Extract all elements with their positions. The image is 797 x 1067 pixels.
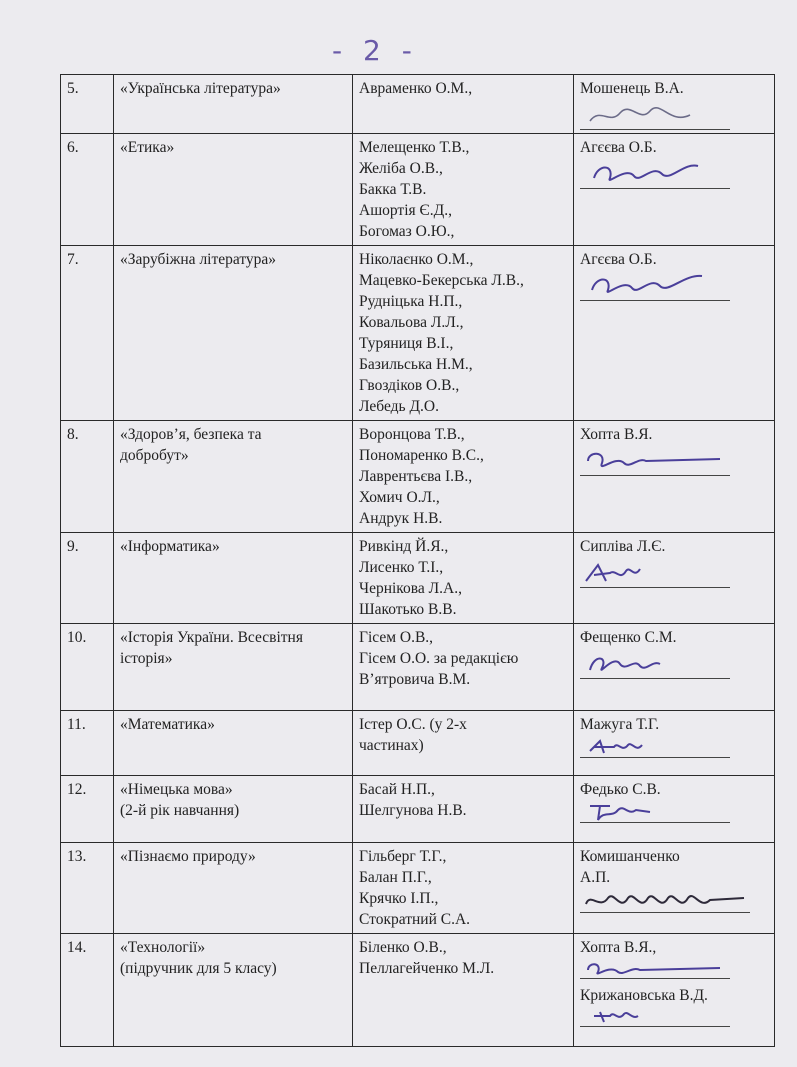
subject-line: «Українська література»	[120, 80, 281, 97]
row-number: 8.	[61, 421, 114, 533]
authors-cell	[353, 843, 574, 934]
signer-name: Мажуга Т.Г.	[580, 716, 660, 733]
signer-name: Мошенець В.А.	[580, 80, 684, 97]
signer-cell	[574, 934, 775, 1047]
author-name: Авраменко О.М.,	[359, 80, 473, 97]
author-name: Рудніцька Н.П.,	[359, 293, 463, 310]
authors-cell	[353, 934, 574, 1047]
author-name: Ніколаєнко О.М.,	[359, 251, 474, 268]
signature-mark	[580, 160, 730, 189]
author-name: Бакка Т.В.	[359, 181, 427, 198]
signature-mark	[580, 737, 730, 758]
table-row	[61, 624, 775, 711]
authors-cell	[353, 624, 574, 711]
subject-line: «Етика»	[120, 139, 175, 156]
signer-cell	[574, 776, 775, 843]
author-name: Ковальова Л.Л.,	[359, 314, 464, 331]
author-name: Гісем О.В.,	[359, 629, 434, 646]
signer-name: Федько С.В.	[580, 781, 661, 798]
signature-mark	[580, 802, 730, 823]
signer-cell	[574, 533, 775, 624]
subject-line: (2-й рік навчання)	[120, 802, 240, 819]
author-name: Туряниця В.І.,	[359, 335, 454, 352]
subject-line: «Технології»	[120, 939, 206, 956]
row-number: 5.	[61, 75, 114, 134]
author-name: Мацевко-Бекерська Л.В.,	[359, 272, 524, 289]
signer-name: Фещенко С.М.	[580, 629, 677, 646]
author-name: Желіба О.В.,	[359, 160, 443, 177]
author-name: Гвоздіков О.В.,	[359, 377, 460, 394]
textbook-table	[60, 74, 775, 1047]
author-name: Хомич О.Л.,	[359, 489, 440, 506]
subject-cell	[114, 533, 353, 624]
author-name: Шелгунова Н.В.	[359, 802, 467, 819]
subject-line: «Математика»	[120, 716, 215, 733]
signer-name: Комишанченко	[580, 848, 680, 865]
table-row	[61, 533, 775, 624]
signature-mark	[580, 272, 730, 301]
author-name: Ривкінд Й.Я.,	[359, 538, 449, 555]
signer-name: Крижановська В.Д.	[580, 987, 708, 1004]
subject-line: «Здоров’я, безпека та	[120, 426, 262, 443]
signature-mark	[580, 1008, 730, 1027]
signature-mark	[580, 650, 730, 679]
author-name: Ашортія Є.Д.,	[359, 202, 452, 219]
signer-cell	[574, 75, 775, 134]
table-row	[61, 75, 775, 134]
signer-name: Хопта В.Я.	[580, 426, 653, 443]
authors-cell	[353, 134, 574, 246]
subject-line: «Німецька мова»	[120, 781, 233, 798]
signature-mark	[580, 960, 730, 979]
signer-cell	[574, 624, 775, 711]
subject-cell	[114, 134, 353, 246]
signature-mark	[580, 101, 730, 130]
author-name: частинах)	[359, 737, 424, 754]
table-row	[61, 246, 775, 421]
subject-line: «Зарубіжна література»	[120, 251, 277, 268]
row-number: 11.	[61, 711, 114, 776]
author-name: Крячко І.П.,	[359, 890, 439, 907]
signature-mark	[580, 890, 750, 913]
subject-cell	[114, 246, 353, 421]
author-name: Пономаренко В.С.,	[359, 447, 484, 464]
signature-mark	[580, 447, 730, 476]
author-name: Лаврентьєва І.В.,	[359, 468, 473, 485]
authors-cell	[353, 711, 574, 776]
authors-cell	[353, 75, 574, 134]
authors-cell	[353, 246, 574, 421]
subject-cell	[114, 624, 353, 711]
row-number: 10.	[61, 624, 114, 711]
author-name: Лебедь Д.О.	[359, 398, 439, 415]
row-number: 13.	[61, 843, 114, 934]
signer-name: А.П.	[580, 869, 611, 886]
subject-line: добробут»	[120, 447, 189, 464]
row-number: 6.	[61, 134, 114, 246]
row-number: 14.	[61, 934, 114, 1047]
table-row	[61, 421, 775, 533]
signer-cell	[574, 134, 775, 246]
signer-name: Хопта В.Я.,	[580, 939, 657, 956]
author-name: Біленко О.В.,	[359, 939, 447, 956]
subject-cell	[114, 934, 353, 1047]
author-name: Богомаз О.Ю.,	[359, 223, 455, 240]
subject-line: «Пізнаємо природу»	[120, 848, 256, 865]
table-row	[61, 776, 775, 843]
authors-cell	[353, 533, 574, 624]
author-name: Пеллагейченко М.Л.	[359, 960, 495, 977]
subject-cell	[114, 776, 353, 843]
author-name: Шакотько В.В.	[359, 601, 457, 618]
author-name: Чернікова Л.А.,	[359, 580, 462, 597]
author-name: Воронцова Т.В.,	[359, 426, 465, 443]
author-name: Істер О.С. (у 2-х	[359, 716, 467, 733]
subject-line: «Інформатика»	[120, 538, 220, 555]
author-name: Балан П.Г.,	[359, 869, 432, 886]
subject-cell	[114, 711, 353, 776]
table-row	[61, 711, 775, 776]
author-name: Гільберг Т.Г.,	[359, 848, 447, 865]
signer-cell	[574, 421, 775, 533]
row-number: 9.	[61, 533, 114, 624]
subject-cell	[114, 75, 353, 134]
subject-cell	[114, 421, 353, 533]
signer-name: Агєєва О.Б.	[580, 139, 657, 156]
authors-cell	[353, 776, 574, 843]
author-name: Гісем О.О. за редакцією	[359, 650, 519, 667]
author-name: Андрук Н.В.	[359, 510, 443, 527]
subject-line: (підручник для 5 класу)	[120, 960, 277, 977]
signer-cell	[574, 711, 775, 776]
page-number-mark: - 2 -	[332, 34, 418, 67]
subject-line: «Історія України. Всесвітня	[120, 629, 303, 646]
signature-mark	[580, 559, 730, 588]
author-name: Басай Н.П.,	[359, 781, 435, 798]
signer-cell	[574, 843, 775, 934]
author-name: В’ятровича В.М.	[359, 671, 471, 688]
table-row	[61, 134, 775, 246]
signer-name: Сипліва Л.Є.	[580, 538, 666, 555]
subject-cell	[114, 843, 353, 934]
subject-line: історія»	[120, 650, 173, 667]
row-number: 12.	[61, 776, 114, 843]
author-name: Стократний С.А.	[359, 911, 471, 928]
author-name: Мелещенко Т.В.,	[359, 139, 470, 156]
authors-cell	[353, 421, 574, 533]
row-number: 7.	[61, 246, 114, 421]
table-row	[61, 843, 775, 934]
signer-cell	[574, 246, 775, 421]
table-row	[61, 934, 775, 1047]
author-name: Лисенко Т.І.,	[359, 559, 444, 576]
author-name: Базильська Н.М.,	[359, 356, 473, 373]
signer-name: Агєєва О.Б.	[580, 251, 657, 268]
